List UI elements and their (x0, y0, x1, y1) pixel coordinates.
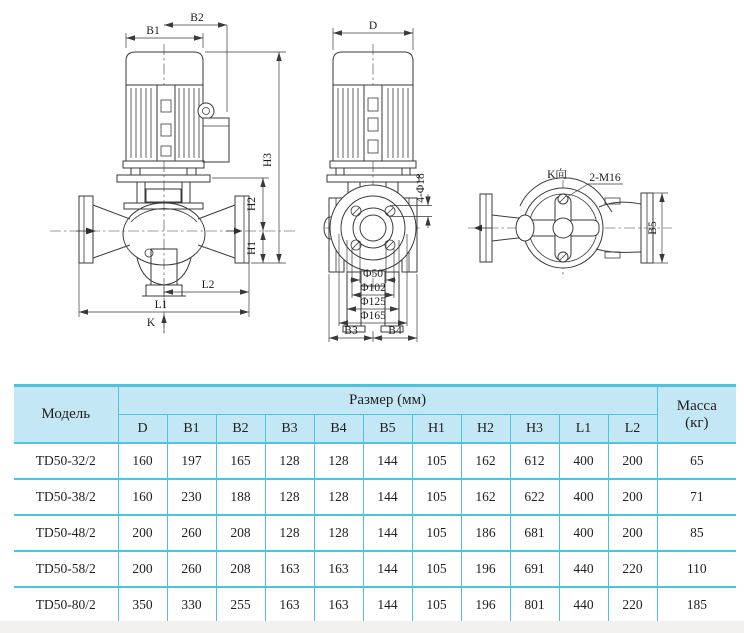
col-header-h3: H3 (510, 415, 559, 444)
dim-label-phi102: Φ102 (360, 282, 386, 294)
cell-value: 128 (314, 515, 363, 551)
cell-value: 330 (167, 587, 216, 624)
cell-model: TD50-48/2 (14, 515, 118, 551)
table-row (14, 515, 736, 551)
cell-value: 200 (608, 479, 657, 515)
cell-value: 186 (461, 515, 510, 551)
cell-value: 162 (461, 479, 510, 515)
cell-value: 128 (265, 479, 314, 515)
cell-value: 255 (216, 587, 265, 624)
dim-label-b1: B1 (146, 25, 160, 37)
dim-label-phi165: Φ165 (360, 310, 386, 322)
dim-label-d: D (368, 20, 378, 32)
cell-value: 691 (510, 551, 559, 587)
flow-arrow-left (474, 225, 482, 232)
header-row-columns (14, 415, 736, 444)
cell-value: 163 (314, 551, 363, 587)
cell-value: 622 (510, 479, 559, 515)
cell-value: 144 (363, 587, 412, 624)
top-view-drawing (468, 167, 672, 278)
table-body (14, 443, 736, 624)
side-view-drawing (324, 20, 432, 342)
dim-label-h1: H1 (246, 240, 258, 256)
cell-value: 163 (265, 587, 314, 624)
cell-value: 350 (118, 587, 167, 624)
dim-label-thread: 2-M16 (589, 172, 621, 184)
table-row (14, 479, 736, 515)
cell-value: 200 (608, 443, 657, 479)
cell-value: 163 (314, 587, 363, 624)
cell-mass: 71 (657, 479, 736, 515)
dimension-table (14, 384, 736, 625)
cell-model: TD50-32/2 (14, 443, 118, 479)
cell-value: 165 (216, 443, 265, 479)
dim-label-bolt-holes: 4-Φ18 (415, 173, 427, 203)
cell-value: 144 (363, 479, 412, 515)
dim-label-b2: B2 (190, 12, 204, 24)
cell-value: 200 (118, 515, 167, 551)
col-header-b1: B1 (167, 415, 216, 444)
cell-value: 200 (118, 551, 167, 587)
cell-value: 105 (412, 443, 461, 479)
cell-value: 440 (559, 587, 608, 624)
cell-value: 128 (265, 515, 314, 551)
cell-mass: 85 (657, 515, 736, 551)
front-view-drawing (50, 12, 298, 334)
header-model: Модель (14, 386, 118, 444)
cell-value: 160 (118, 479, 167, 515)
col-header-b5: B5 (363, 415, 412, 444)
cell-value: 400 (559, 515, 608, 551)
dim-label-h3: H3 (262, 152, 274, 168)
view-label-k: K向 (547, 169, 567, 181)
cell-value: 196 (461, 587, 510, 624)
header-mass-line1: Масса (676, 397, 717, 414)
table-row (14, 551, 736, 587)
cell-value: 681 (510, 515, 559, 551)
cell-model: TD50-80/2 (14, 587, 118, 624)
dim-label-b5: B5 (647, 221, 659, 235)
cell-value: 105 (412, 551, 461, 587)
cell-value: 440 (559, 551, 608, 587)
cell-value: 220 (608, 551, 657, 587)
dim-label-b3: B3 (344, 325, 358, 337)
col-header-l1: L1 (559, 415, 608, 444)
dim-label-phi125: Φ125 (360, 296, 386, 308)
cell-value: 144 (363, 515, 412, 551)
header-row-groups (14, 386, 736, 415)
cell-mass: 185 (657, 587, 736, 624)
cell-value: 128 (265, 443, 314, 479)
bottom-margin-strip (0, 621, 744, 633)
cell-value: 105 (412, 515, 461, 551)
cell-value: 208 (216, 551, 265, 587)
cell-value: 208 (216, 515, 265, 551)
col-header-b2: B2 (216, 415, 265, 444)
cell-value: 105 (412, 587, 461, 624)
cell-mass: 110 (657, 551, 736, 587)
flow-arrow-inlet (86, 228, 96, 235)
cell-value: 163 (265, 551, 314, 587)
cell-value: 196 (461, 551, 510, 587)
dim-label-l1: L1 (154, 299, 168, 311)
cell-value: 200 (608, 515, 657, 551)
cell-value: 260 (167, 551, 216, 587)
cell-value: 400 (559, 479, 608, 515)
cell-value: 144 (363, 551, 412, 587)
dim-label-h2: H2 (246, 196, 258, 212)
col-header-l2: L2 (608, 415, 657, 444)
table-row (14, 587, 736, 624)
cell-mass: 65 (657, 443, 736, 479)
header-mass (657, 386, 736, 444)
dim-label-l2: L2 (201, 279, 215, 291)
cell-value: 128 (314, 443, 363, 479)
view-arrow-label-k: K (146, 317, 156, 329)
col-header-d: D (118, 415, 167, 444)
cell-value: 105 (412, 479, 461, 515)
dim-label-phi50: Φ50 (363, 268, 383, 280)
col-header-b3: B3 (265, 415, 314, 444)
junction-box (203, 118, 229, 162)
cell-value: 188 (216, 479, 265, 515)
header-size-group: Размер (мм) (118, 386, 657, 415)
cell-model: TD50-58/2 (14, 551, 118, 587)
lifting-eye (198, 103, 214, 119)
cell-value: 160 (118, 443, 167, 479)
cell-value: 400 (559, 443, 608, 479)
col-header-h2: H2 (461, 415, 510, 444)
table-header (14, 386, 736, 444)
cell-value: 162 (461, 443, 510, 479)
dim-label-b4: B4 (388, 325, 402, 337)
cell-value: 230 (167, 479, 216, 515)
cell-model: TD50-38/2 (14, 479, 118, 515)
cell-value: 220 (608, 587, 657, 624)
header-mass-line2: (кг) (685, 414, 709, 431)
cell-value: 128 (314, 479, 363, 515)
table-row (14, 443, 736, 479)
cell-value: 197 (167, 443, 216, 479)
cell-value: 612 (510, 443, 559, 479)
flow-arrow-outlet (234, 228, 242, 235)
col-header-h1: H1 (412, 415, 461, 444)
cell-value: 260 (167, 515, 216, 551)
cell-value: 801 (510, 587, 559, 624)
cell-value: 144 (363, 443, 412, 479)
col-header-b4: B4 (314, 415, 363, 444)
